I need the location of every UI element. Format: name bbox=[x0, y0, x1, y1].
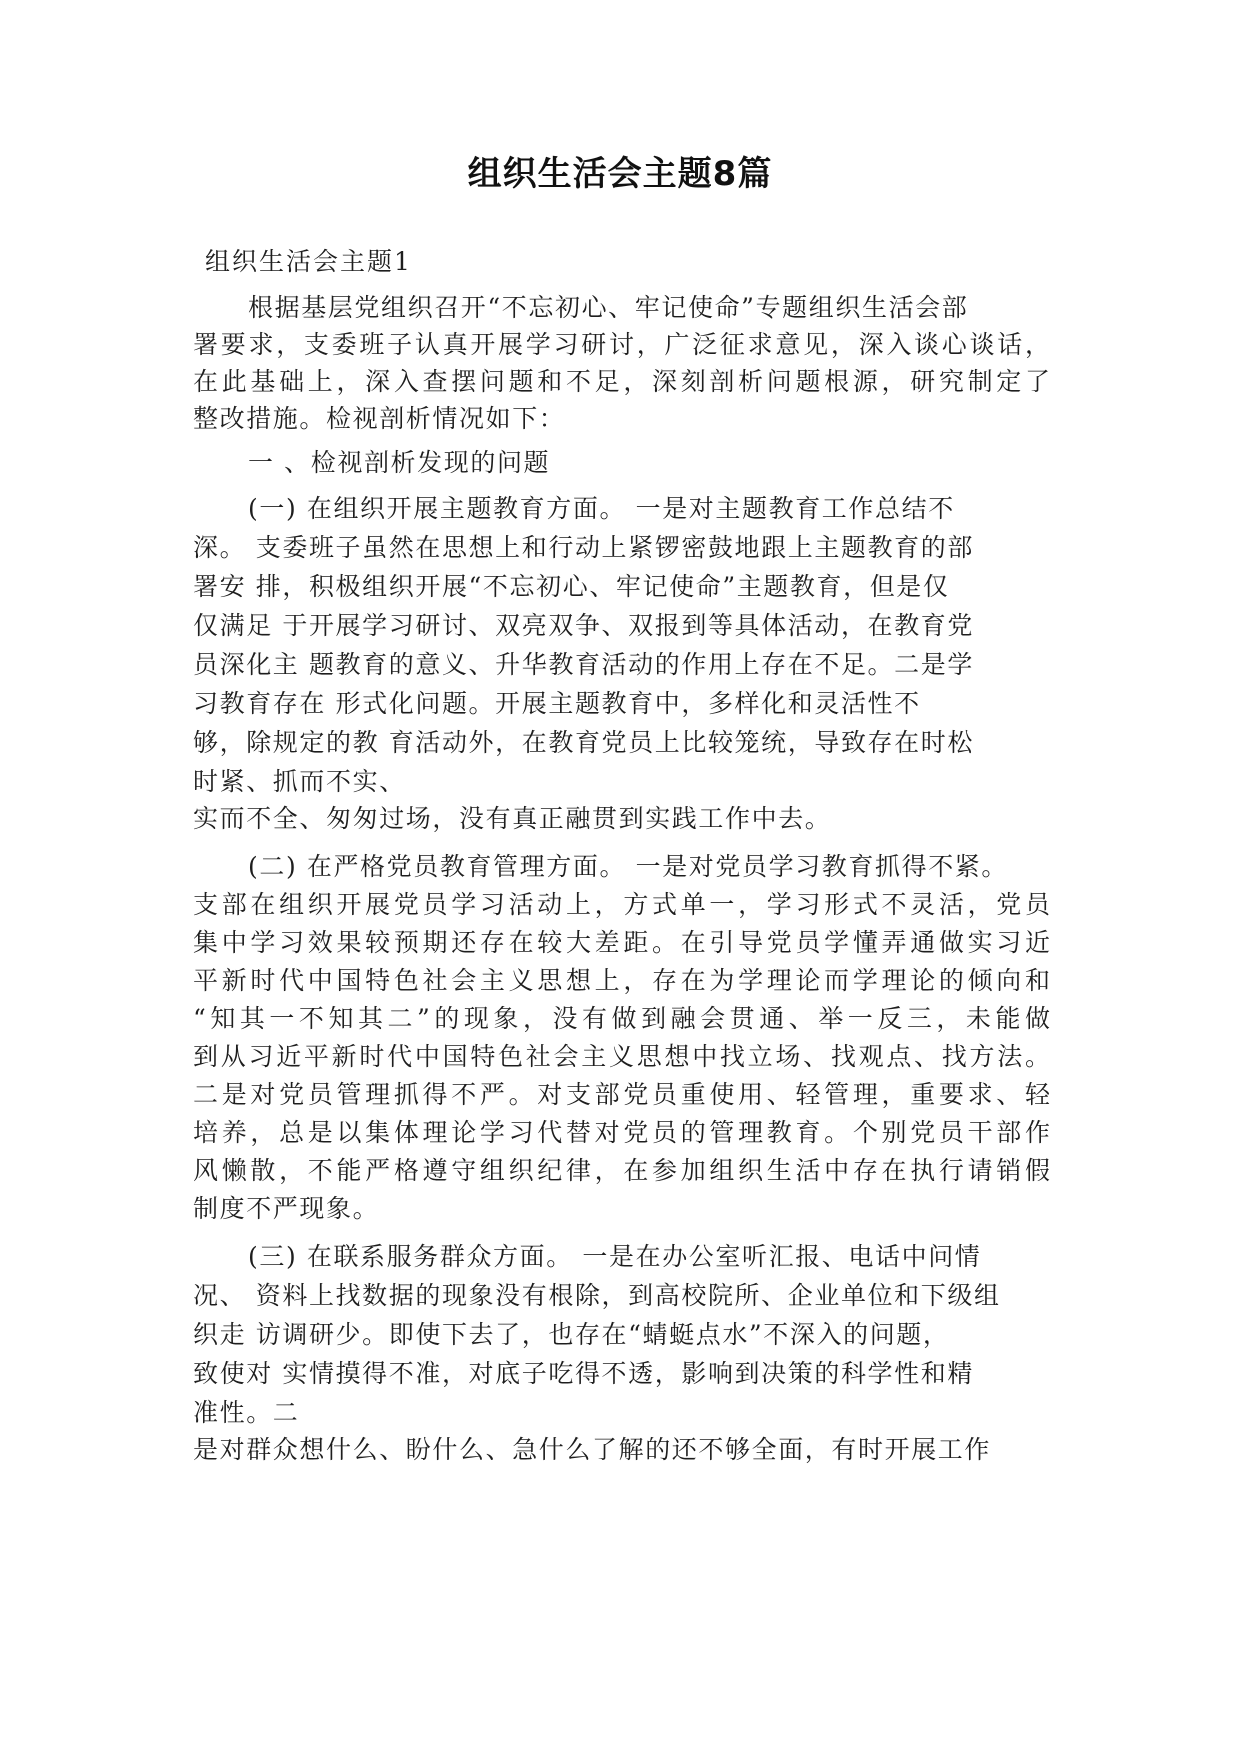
paragraph-line: (一) 在组织开展主题教育方面。 一是对主题教育工作总结不 bbox=[248, 494, 955, 523]
paragraph-line: 况、 资料上找数据的现象没有根除，到高校院所、企业单位和下级组 bbox=[193, 1281, 1001, 1310]
paragraph-line: 根据基层党组织召开“不忘初心、牢记使命”专题组织生活会部 bbox=[248, 293, 969, 322]
paragraph-line: 整改措施。检视剖析情况如下： bbox=[193, 404, 566, 433]
section-heading: 组织生活会主题1 bbox=[205, 247, 412, 276]
paragraph-line: 署安 排，积极组织开展“不忘初心、牢记使命”主题教育，但是仅 bbox=[193, 572, 950, 601]
paragraph-line: 到从习近平新时代中国特色社会主义思想中找立场、找观点、找方法。 bbox=[193, 1042, 1050, 1071]
paragraph-line: 准性。二 bbox=[193, 1398, 300, 1427]
paragraph-line: 二是对党员管理抓得不严。对支部党员重使用、轻管理，重要求、轻 bbox=[193, 1080, 1050, 1109]
paragraph-line: 时紧、抓而不实、 bbox=[193, 767, 406, 796]
paragraph-line: 致使对 实情摸得不准，对底子吃得不透，影响到决策的科学性和精 bbox=[193, 1359, 974, 1388]
paragraph-line: 够，除规定的教 育活动外，在教育党员上比较笼统，导致存在时松 bbox=[193, 728, 974, 757]
paragraph-line: 织走 访调研少。即使下去了，也存在“蜻蜓点水”不深入的问题， bbox=[193, 1320, 950, 1349]
paragraph-line: 培养，总是以集体理论学习代替对党员的管理教育。个别党员干部作 bbox=[193, 1118, 1050, 1147]
page-title: 组织生活会主题8篇 bbox=[467, 154, 773, 194]
paragraph-line: 是对群众想什么、盼什么、急什么了解的还不够全面，有时开展工作 bbox=[193, 1435, 992, 1464]
paragraph-line: (三) 在联系服务群众方面。 一是在办公室听汇报、电话中问情 bbox=[248, 1242, 982, 1271]
subsection-heading: 一 、检视剖析发现的问题 bbox=[248, 448, 551, 477]
paragraph-line: 平新时代中国特色社会主义思想上，存在为学理论而学理论的倾向和 bbox=[193, 966, 1050, 995]
paragraph-line: 在此基础上，深入查摆问题和不足，深刻剖析问题根源，研究制定了 bbox=[193, 367, 1050, 396]
paragraph-line: 制度不严现象。 bbox=[193, 1194, 380, 1223]
paragraph-line: 集中学习效果较预期还存在较大差距。在引导党员学懂弄通做实习近 bbox=[193, 928, 1050, 957]
paragraph-line: 深。 支委班子虽然在思想上和行动上紧锣密鼓地跟上主题教育的部 bbox=[193, 533, 974, 562]
paragraph-line: “知其一不知其二”的现象，没有做到融会贯通、举一反三，未能做 bbox=[193, 1004, 1050, 1033]
paragraph-line: (二) 在严格党员教育管理方面。 一是对党员学习教育抓得不紧。 bbox=[248, 852, 1009, 881]
paragraph-line: 仅满足 于开展学习研讨、双亮双争、双报到等具体活动，在教育党 bbox=[193, 611, 974, 640]
paragraph-line: 署要求，支委班子认真开展学习研讨，广泛征求意见，深入谈心谈话， bbox=[193, 330, 1050, 359]
paragraph-line: 风懒散，不能严格遵守组织纪律，在参加组织生活中存在执行请销假 bbox=[193, 1156, 1050, 1185]
paragraph-line: 支部在组织开展党员学习活动上，方式单一，学习形式不灵活，党员 bbox=[193, 890, 1050, 919]
paragraph-line: 习教育存在 形式化问题。开展主题教育中，多样化和灵活性不 bbox=[193, 689, 921, 718]
paragraph-line: 员深化主 题教育的意义、升华教育活动的作用上存在不足。二是学 bbox=[193, 650, 974, 679]
paragraph-line: 实而不全、匆匆过场，没有真正融贯到实践工作中去。 bbox=[193, 804, 832, 833]
